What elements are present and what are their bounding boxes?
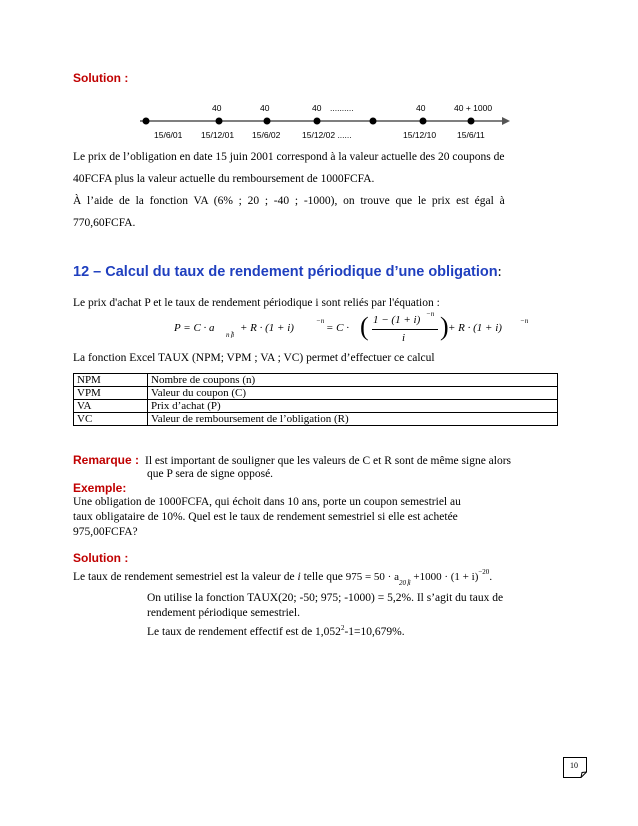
formula-tail: + R · (1 + i) xyxy=(448,322,502,334)
paragraph-line: 40FCFA plus la valeur actuelle du remboursement de 1000FCFA. xyxy=(73,173,375,185)
section-heading xyxy=(73,264,502,281)
date-label: 15/6/11 xyxy=(457,130,485,140)
page-number: 10 xyxy=(570,761,578,770)
paragraph-line: À l’aide de la fonction VA (6% ; 20 ; -40 ; -1000), on trouve que le prix est égal à xyxy=(73,195,505,207)
remark-block xyxy=(73,451,512,480)
solution-formula xyxy=(345,568,493,587)
timeline-point xyxy=(468,118,475,125)
date-label: 15/6/01 xyxy=(154,130,183,140)
solution-intro: Le taux de rendement semestriel est la valeur de xyxy=(73,571,295,583)
date-label: 15/6/02 xyxy=(252,130,281,140)
table-cell-code: VPM xyxy=(74,387,148,400)
example-label: Exemple: xyxy=(73,481,127,495)
formula-right-paren: ) xyxy=(440,312,449,341)
solution-formula-mid: +1000 · (1 + i) xyxy=(410,571,479,583)
timeline-point xyxy=(143,118,150,125)
table-row xyxy=(74,400,558,413)
formula-numerator: 1 − (1 + i) xyxy=(373,314,421,326)
table-cell-description: Nombre de coupons (n) xyxy=(148,374,558,387)
table-cell-description: Valeur du coupon (C) xyxy=(148,387,558,400)
table-cell-code: VC xyxy=(74,413,148,426)
solution-telle: telle que xyxy=(303,571,343,583)
example-line: Une obligation de 1000FCFA, qui échoit dans 10 ans, porte un coupon semestriel au xyxy=(73,496,461,508)
effective-rate-result: -1=10,679%. xyxy=(344,625,405,638)
remark-line: Il est important de souligner que les valeurs de C et R sont de même signe alors xyxy=(145,455,512,467)
example-line: 975,00FCFA? xyxy=(73,526,138,538)
table-row xyxy=(74,374,558,387)
parameter-table xyxy=(73,373,558,426)
table-cell-description: Valeur de remboursement de l’obligation (R) xyxy=(148,413,558,426)
coupon-ellipsis: .......... xyxy=(330,103,354,113)
solution-line: On utilise la fonction TAUX(20; -50; 975; -1000) = 5,2%. Il s’agit du taux de xyxy=(147,592,504,604)
formula-mid: + R · (1 + i) xyxy=(240,322,294,334)
solution-formula-end: . xyxy=(489,571,493,583)
formula-denominator: i xyxy=(402,332,406,344)
section-colon: : xyxy=(497,264,502,280)
remark-line: que P sera de signe opposé. xyxy=(147,468,274,480)
coupon-label: 40 xyxy=(212,103,222,113)
paragraph-equation-intro: Le prix d'achat P et le taux de rendement périodique i sont reliés par l'équation : xyxy=(73,297,440,309)
formula-numerator-exponent: −n xyxy=(426,310,435,318)
timeline-point xyxy=(314,118,321,125)
solution-formula-main: 975 = 50 · a xyxy=(345,571,399,583)
table-row xyxy=(74,387,558,400)
table-row xyxy=(74,413,558,426)
timeline-point xyxy=(420,118,427,125)
solution-details xyxy=(147,591,503,640)
example-text xyxy=(73,495,461,540)
coupon-label: 40 xyxy=(416,103,426,113)
page-number-box xyxy=(563,757,587,777)
solution-line xyxy=(73,570,553,590)
date-label: 15/12/02 ...... xyxy=(302,130,352,140)
solution-label: Solution : xyxy=(73,71,129,85)
paragraph-bond-price xyxy=(73,150,505,238)
solution-line: rendement périodique semestriel. xyxy=(147,607,300,619)
effective-rate-exponent: 2 xyxy=(340,624,345,632)
paragraph-line: Le prix de l’obligation en date 15 juin 2001 correspond à la valeur actuelle des 20 coupons de xyxy=(73,151,505,163)
paragraph-excel-function: La fonction Excel TAUX (NPM; VPM ; VA ; VC) permet d’effectuer ce calcul xyxy=(73,352,435,364)
date-label: 15/12/01 xyxy=(201,130,235,140)
solution-label: Solution : xyxy=(73,551,129,565)
coupon-label: 40 xyxy=(312,103,322,113)
timeline-point xyxy=(216,118,223,125)
table-cell-description: Prix d’achat (P) xyxy=(148,400,558,413)
cash-flow-timeline xyxy=(140,103,520,143)
solution-formula-subscript: 20⌉i xyxy=(398,579,411,587)
table-cell-code: VA xyxy=(74,400,148,413)
paragraph-line: 770,60FCFA. xyxy=(73,217,136,229)
formula-exponent: −n xyxy=(520,317,529,325)
formula-subscript: n⌉i xyxy=(226,331,235,339)
timeline-point xyxy=(264,118,271,125)
section-title: 12 – Calcul du taux de rendement périodique d’une obligation xyxy=(73,264,498,280)
remark-label: Remarque : xyxy=(73,453,140,467)
fraction-bar xyxy=(372,329,438,330)
formula-left-paren: ( xyxy=(360,312,369,341)
solution-variable: i xyxy=(297,571,301,583)
date-label: 15/12/10 xyxy=(403,130,437,140)
coupon-label: 40 xyxy=(260,103,270,113)
solution-formula-exponent: −20 xyxy=(478,568,490,576)
formula-equals: = C · xyxy=(326,322,350,334)
formula-exponent: −n xyxy=(316,317,325,325)
example-line: taux obligataire de 10%. Quel est le taux de rendement semestriel si elle est achetée xyxy=(73,511,458,523)
table-cell-code: NPM xyxy=(74,374,148,387)
formula-lhs: P = C · a xyxy=(174,322,215,334)
timeline-point xyxy=(370,118,377,125)
effective-rate-text: Le taux de rendement effectif est de 1,052 xyxy=(147,625,341,638)
final-payment-label: 40 + 1000 xyxy=(454,103,493,113)
solution-line-effective-rate xyxy=(147,621,503,640)
